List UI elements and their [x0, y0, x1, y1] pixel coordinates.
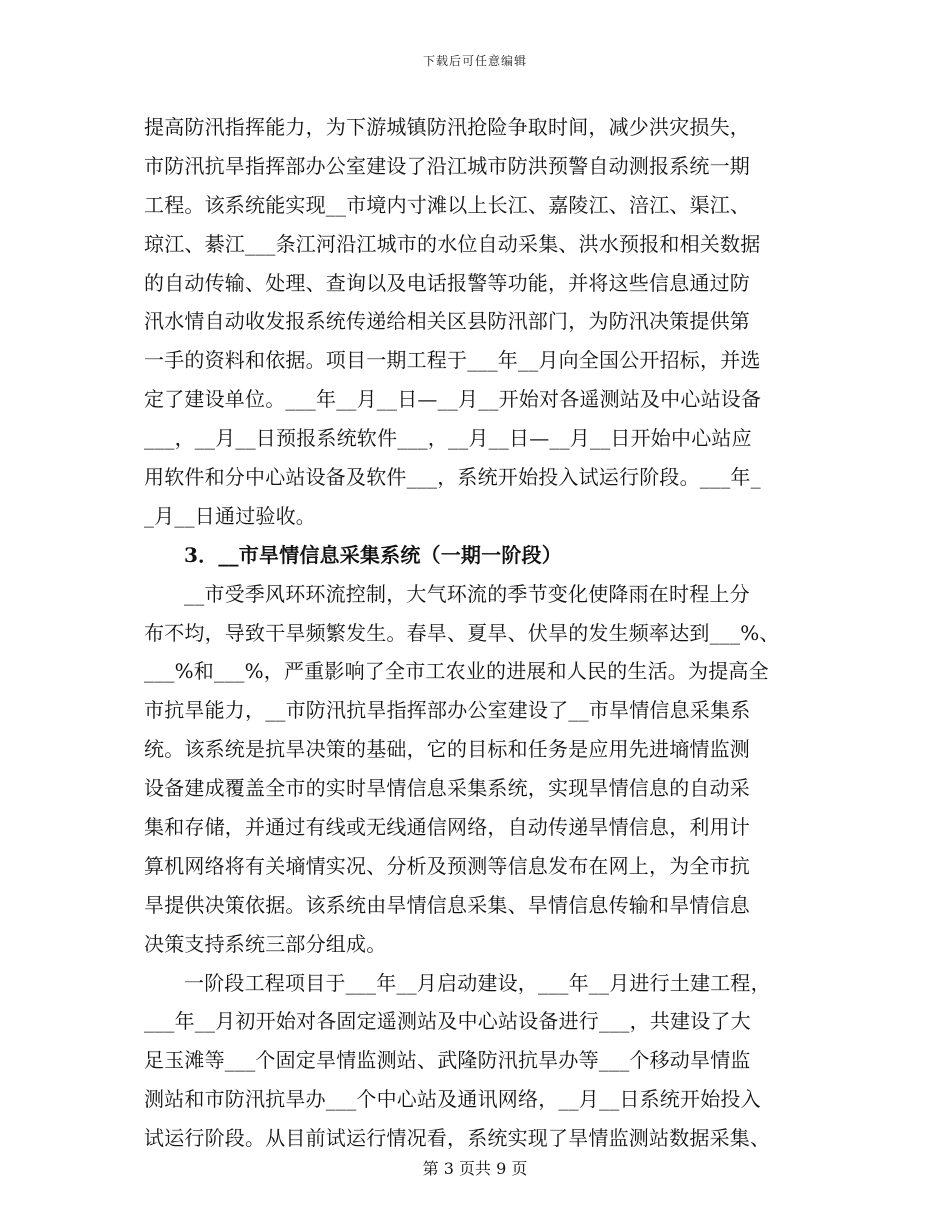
paragraph-line: ___，__月__日预报系统软件___，__月__日—__月__日开始中心站应	[144, 426, 752, 451]
paragraph-line: 提高防汛指挥能力，为下游城镇防汛抢险争取时间，减少洪灾损失，	[144, 115, 750, 139]
paragraph-line: 测站和市防汛抗旱办___个中心站及通讯网络，__月__日系统开始投入	[144, 1087, 761, 1112]
paragraph-line: 足玉滩等___个固定旱情监测站、武隆防汛抗旱办等___个移动旱情监	[144, 1048, 751, 1073]
paragraph-line: 算机网络将有关墒情实况、分析及预测等信息发布在网上，为全市抗	[144, 853, 750, 878]
paragraph-line: 汛水情自动收发报系统传递给相关区县防汛部门，为防汛决策提供第	[144, 309, 750, 334]
paragraph-line: __市受季风环环流控制，大气环流的季节变化使降雨在时程上分	[184, 581, 750, 606]
paragraph-line: 市防汛抗旱指挥部办公室建设了沿江城市防洪预警自动测报系统一期	[144, 153, 750, 178]
paragraph-line: 集和存储，并通过有线或无线通信网络，自动传递旱情信息，利用计	[144, 815, 750, 840]
paragraph-line: 决策支持系统三部分组成。	[144, 931, 387, 956]
paragraph-line: ___年__月初开始对各固定遥测站及中心站设备进行___，共建设了大	[144, 1009, 751, 1034]
paragraph-line: 用软件和分中心站设备及软件___，系统开始投入试运行阶段。___年_	[144, 465, 761, 490]
document-body	[144, 108, 804, 1158]
paragraph-line: 试运行阶段。从目前试运行情况看，系统实现了旱情监测站数据采集、	[144, 1126, 771, 1151]
paragraph-line: 琼江、綦江___条江河沿江城市的水位自动采集、洪水预报和相关数据	[144, 231, 761, 256]
paragraph-line: 设备建成覆盖全市的实时旱情信息采集系统，实现旱情信息的自动采	[144, 776, 750, 801]
paragraph-line: 布不均，导致干旱频繁发生。春旱、夏旱、伏旱的发生频率达到___%、	[144, 620, 780, 645]
paragraph-line: 定了建设单位。___年__月__日—__月__开始对各遥测站及中心站设备	[144, 387, 762, 412]
section-heading: 3．__市旱情信息采集系统（一期一阶段）	[184, 542, 562, 567]
paragraph-line: _月__日通过验收。	[144, 503, 316, 528]
paragraph-line: ___%和___%，严重影响了全市工农业的进展和人民的生活。为提高全	[144, 659, 769, 684]
paragraph-line: 的自动传输、处理、查询以及电话报警等功能，并将这些信息通过防	[144, 270, 750, 295]
paragraph-line: 工程。该系统能实现__市境内寸滩以上长江、嘉陵江、涪江、渠江、	[144, 192, 751, 217]
page-number-footer: 第 3 页共 9 页	[422, 1159, 528, 1178]
page-header: 下载后可任意编辑	[422, 54, 527, 68]
paragraph-line: 统。该系统是抗旱决策的基础，它的目标和任务是应用先进墒情监测	[144, 737, 750, 762]
paragraph-line: 旱提供决策依据。该系统由旱情信息采集、旱情信息传输和旱情信息	[144, 892, 750, 917]
paragraph-line: 市抗旱能力，__市防汛抗旱指挥部办公室建设了__市旱情信息采集系	[144, 698, 751, 723]
paragraph-line: 一阶段工程项目于___年__月启动建设，___年__月进行土建工程，	[184, 970, 771, 995]
paragraph-line: 一手的资料和依据。项目一期工程于___年__月向全国公开招标，并选	[144, 348, 761, 373]
